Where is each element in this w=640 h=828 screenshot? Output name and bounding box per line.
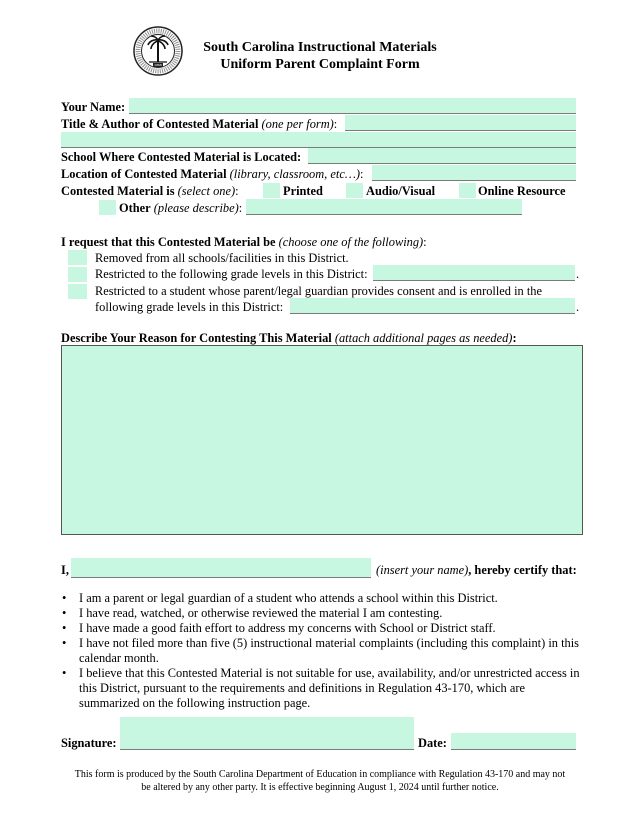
footer-line1: This form is produced by the South Carolina Department of Education in compliance with Regulation 43-170 and may not — [74, 769, 566, 780]
sc-department-of-education-seal — [133, 26, 183, 76]
audio-visual-checkbox[interactable] — [346, 183, 363, 198]
location-label: Location of Contested Material (library, classroom, etc…): — [61, 167, 364, 181]
printed-checkbox[interactable] — [263, 183, 280, 198]
certification-item: • I have read, watched, or otherwise reviewed the material I am contesting. — [61, 606, 581, 621]
footer-line2: be altered by any other party. It is effective beginning August 1, 2024 until further notice. — [141, 782, 499, 793]
other-label: Other (please describe): — [119, 201, 243, 215]
location-field[interactable] — [372, 165, 576, 181]
audio-visual-label: Audio/Visual — [366, 184, 436, 198]
title-author-field[interactable] — [345, 115, 576, 131]
remove-option-label: Removed from all schools/facilities in this District. — [95, 251, 349, 265]
svg-text:1868: 1868 — [154, 63, 162, 68]
restrict-consent-label-line1: Restricted to a student whose parent/legal guardian provides consent and is enrolled in the — [95, 284, 542, 298]
certify-text: (insert your name), hereby certify that: — [376, 563, 577, 577]
title-author-label: Title & Author of Contested Material (one per form): — [61, 117, 338, 131]
school-label: School Where Contested Material is Located: — [61, 150, 302, 164]
restrict-consent-checkbox[interactable] — [68, 284, 87, 299]
reason-textarea[interactable] — [61, 345, 583, 535]
footer-note — [40, 768, 600, 794]
form-title-line1: South Carolina Instructional Materials — [203, 40, 437, 55]
restrict-grades-field[interactable] — [373, 265, 575, 281]
date-field[interactable] — [451, 733, 576, 750]
school-field[interactable] — [308, 148, 576, 164]
other-description-field[interactable] — [246, 199, 522, 215]
certification-item: • I am a parent or legal guardian of a student who attends a school within this District. — [61, 591, 581, 606]
material-type-label: Contested Material is (select one): — [61, 184, 239, 198]
online-resource-checkbox[interactable] — [459, 183, 476, 198]
certify-name-field[interactable] — [71, 558, 371, 578]
online-resource-label: Online Resource — [478, 184, 566, 198]
period: . — [576, 267, 580, 281]
your-name-field[interactable] — [129, 98, 576, 114]
date-label: Date: — [418, 736, 447, 750]
other-checkbox[interactable] — [99, 200, 116, 215]
signature-label: Signature: — [61, 736, 117, 750]
printed-label: Printed — [283, 184, 323, 198]
restrict-grades-label: Restricted to the following grade levels in this District: — [95, 267, 368, 281]
request-heading: I request that this Contested Material be (choose one of the following): — [61, 235, 427, 249]
your-name-label: Your Name: — [61, 100, 126, 114]
certification-item: • I have made a good faith effort to address my concerns with School or District staff. — [61, 621, 581, 636]
restrict-consent-label-line2: following grade levels in this District: — [95, 300, 284, 314]
restrict-grades-checkbox[interactable] — [68, 267, 87, 282]
reason-heading: Describe Your Reason for Contesting This Material (attach additional pages as needed): — [61, 331, 517, 345]
certification-item: • I believe that this Contested Material is not suitable for use, availability, and/or unrestricted access in this District, pursuant to the requirements and definitions in Regulation 43-170, which are summarized on the following instruction page. — [61, 666, 581, 711]
signature-field[interactable] — [120, 717, 414, 750]
form-title-line2: Uniform Parent Complaint Form — [220, 57, 420, 72]
certification-item: • I have not filed more than five (5) instructional material complaints (including this complaint) in this calendar month. — [61, 636, 581, 666]
period: . — [576, 300, 580, 314]
remove-option-checkbox[interactable] — [68, 250, 87, 265]
title-author-field-line2[interactable] — [61, 132, 576, 148]
certification-list — [61, 591, 581, 711]
restrict-consent-grades-field[interactable] — [290, 298, 575, 314]
certify-prefix: I, — [61, 563, 69, 577]
